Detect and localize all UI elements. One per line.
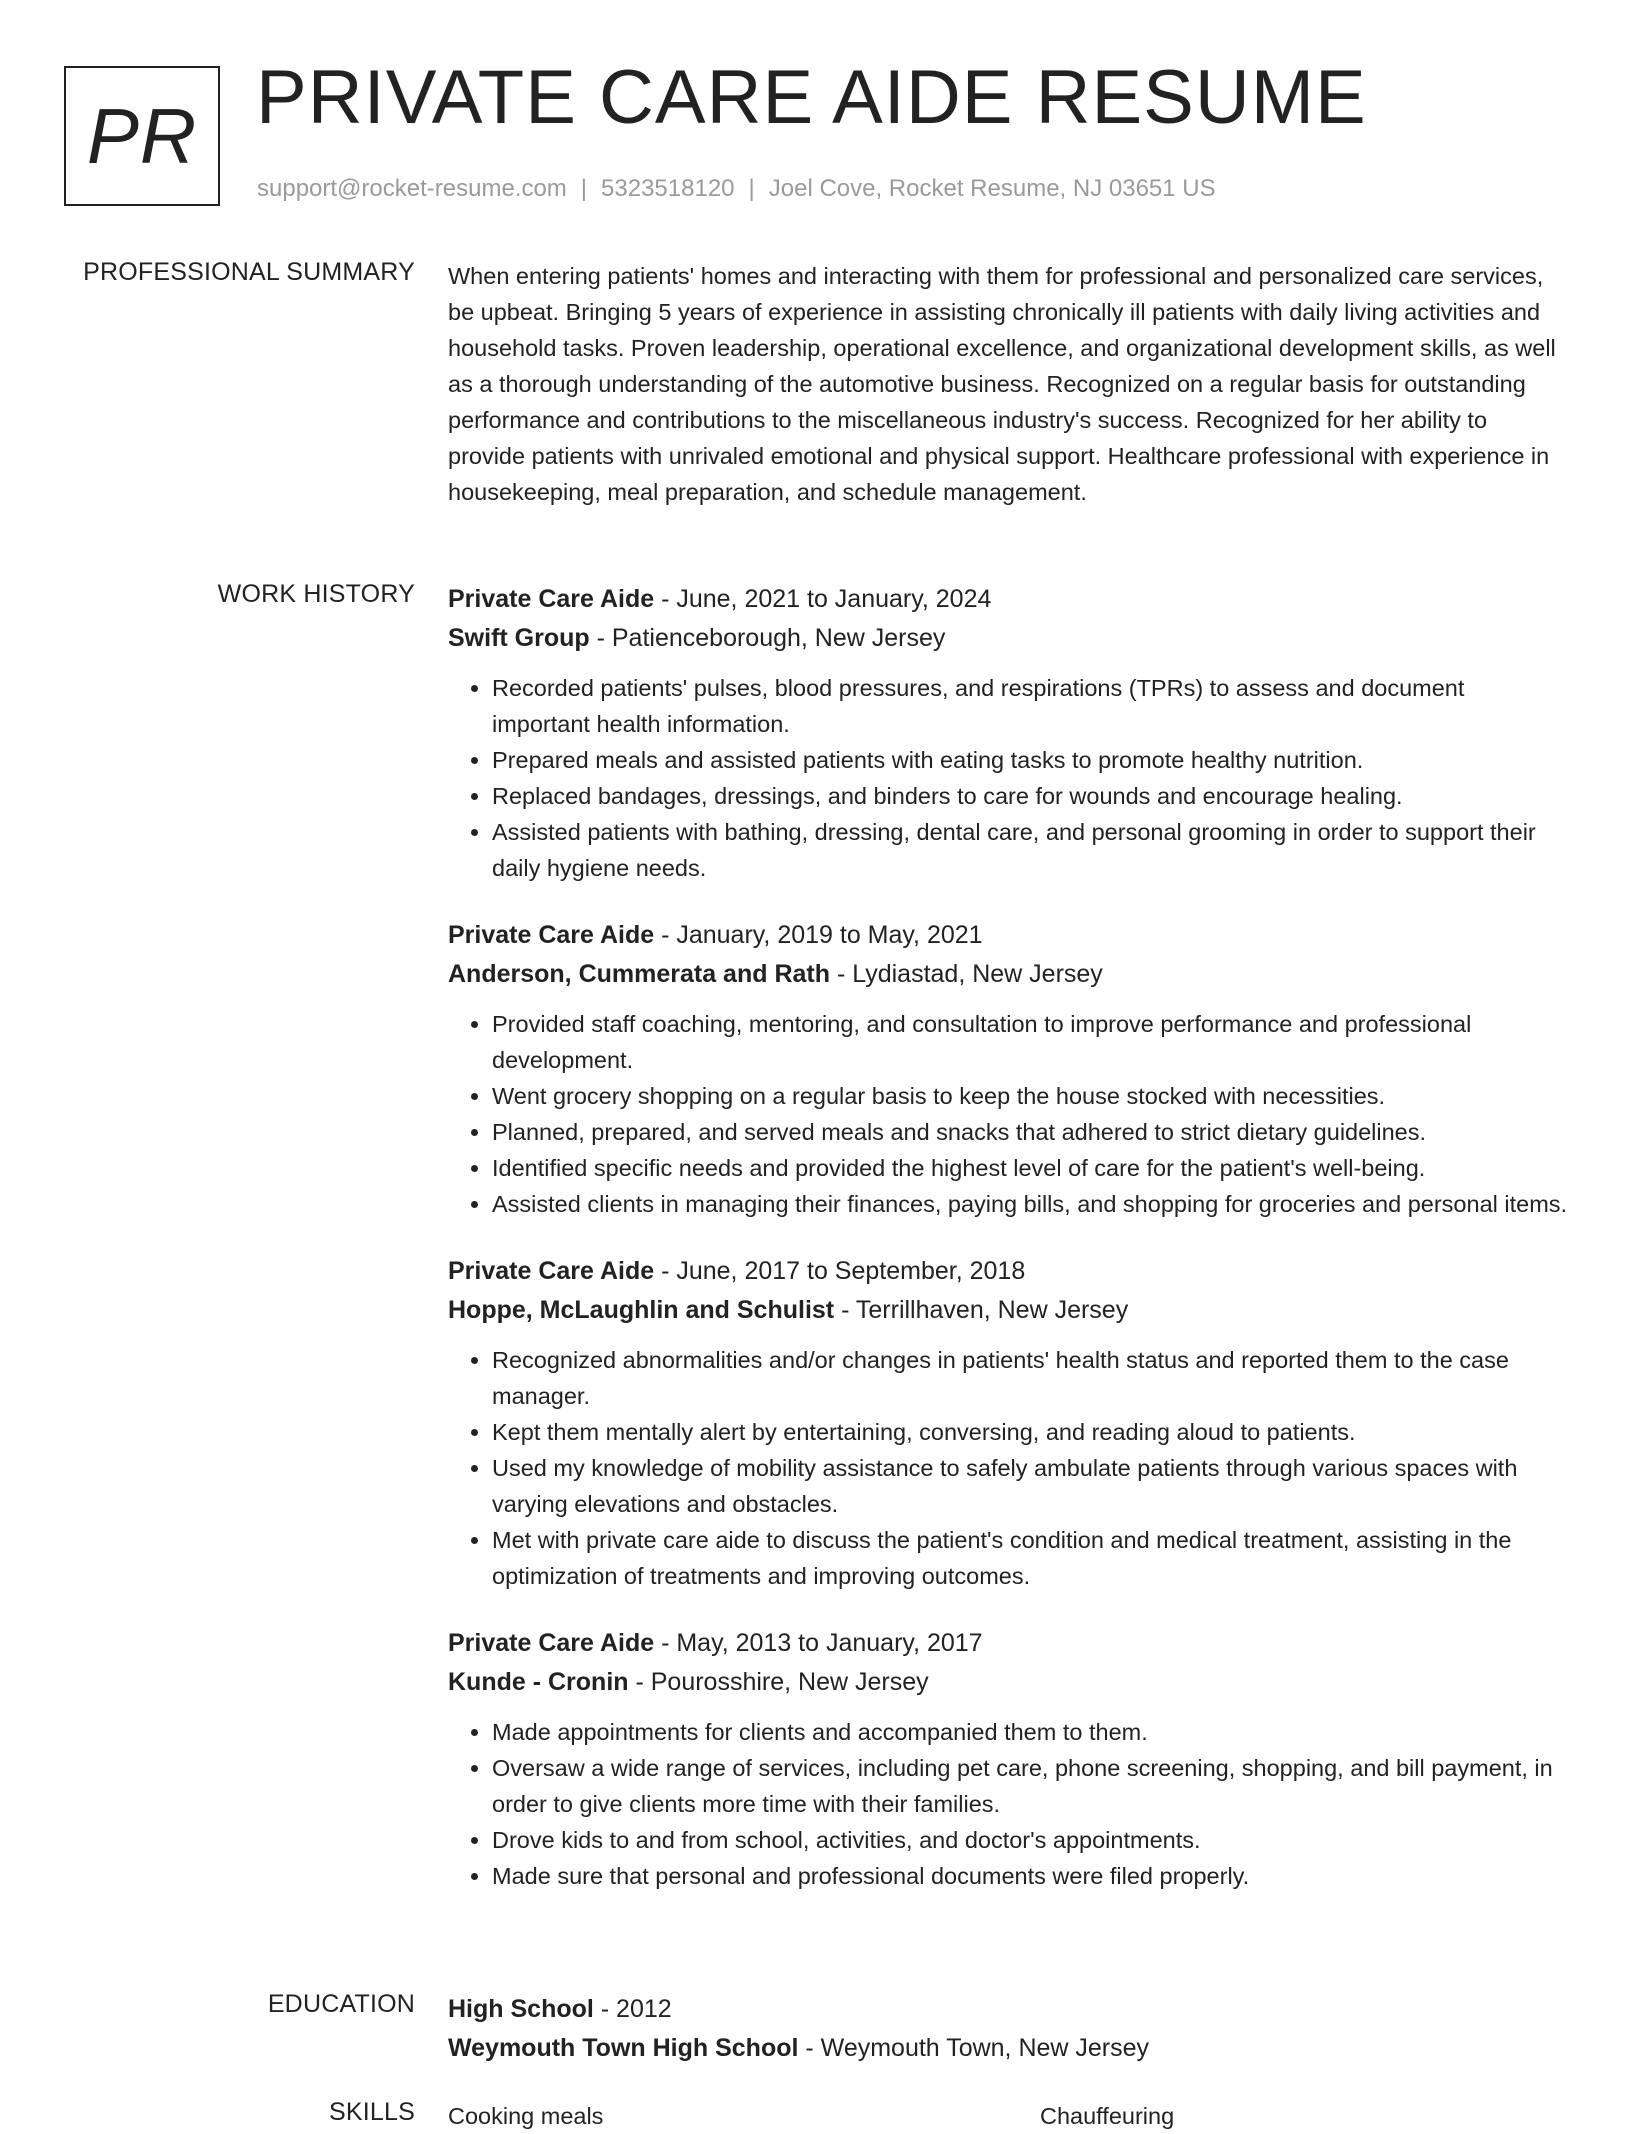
skill-item: Chauffeuring — [1040, 2103, 1175, 2129]
job-company-line — [448, 1291, 1568, 1330]
job-title-line — [448, 580, 1568, 619]
job-title: Private Care Aide — [448, 1257, 655, 1285]
job-location: - Lydiastad, New Jersey — [830, 960, 1103, 988]
job-bullet: • Drove kids to and from school, activities, and doctor's appointments. — [492, 1822, 1568, 1858]
job-location: - Patienceborough, New Jersey — [589, 624, 946, 652]
job-bullet: • Oversaw a wide range of services, including pet care, phone screening, shopping, and bill payment, in order to give clients more time with their families. — [492, 1750, 1568, 1822]
job-company-line — [448, 1663, 1568, 1702]
education-entry — [448, 1990, 1568, 2068]
job-bullets — [448, 670, 1568, 886]
job-title-line — [448, 1252, 1568, 1291]
job-bullet: • Prepared meals and assisted patients with eating tasks to promote healthy nutrition. — [492, 742, 1568, 778]
skill-item: Cooking meals — [448, 2103, 604, 2129]
page-title: PRIVATE CARE AIDE RESUME — [256, 55, 1367, 140]
contact-separator: | — [580, 175, 588, 202]
job-bullet: • Recognized abnormalities and/or changes in patients' health status and reported them to the case manager. — [492, 1342, 1568, 1414]
job-bullet: • Recorded patients' pulses, blood pressures, and respirations (TPRs) to assess and document important health information. — [492, 670, 1568, 742]
contact-email[interactable]: support@rocket-resume.com — [257, 175, 567, 202]
job-bullet: • Went grocery shopping on a regular basis to keep the house stocked with necessities. — [492, 1078, 1568, 1114]
education-year: - 2012 — [593, 1995, 672, 2023]
monogram-logo — [64, 66, 220, 206]
job-title: Private Care Aide — [448, 921, 655, 949]
contact-separator: | — [748, 175, 755, 202]
education-school-line — [448, 2029, 1568, 2068]
education-heading: EDUCATION — [267, 1990, 415, 2018]
job-entry — [448, 916, 1568, 1222]
skills-heading: SKILLS — [329, 2098, 415, 2126]
job-company: Hoppe, McLaughlin and Schulist — [448, 1296, 835, 1324]
job-bullet: • Met with private care aide to discuss the patient's condition and medical treatment, assisting in the optimization of treatments and improving outcomes. — [492, 1522, 1568, 1594]
job-bullet: • Assisted patients with bathing, dressing, dental care, and personal grooming in order to support their daily hygiene needs. — [492, 814, 1568, 886]
work-history-heading: WORK HISTORY — [217, 580, 415, 608]
contact-phone[interactable]: 5323518120 — [601, 175, 735, 202]
job-bullet: • Provided staff coaching, mentoring, and consultation to improve performance and professional development. — [492, 1006, 1568, 1078]
job-bullet: • Used my knowledge of mobility assistance to safely ambulate patients through various spaces with varying elevations and obstacles. — [492, 1450, 1568, 1522]
job-entry — [448, 580, 1568, 886]
job-dates: - June, 2017 to September, 2018 — [654, 1257, 1026, 1285]
job-company: Swift Group — [448, 624, 590, 652]
contact-address: Joel Cove, Rocket Resume, NJ 03651 US — [768, 175, 1216, 202]
job-title: Private Care Aide — [448, 585, 655, 613]
summary-text: When entering patients' homes and interacting with them for professional and personalized care services, be upbeat. Bringing 5 years of experience in assisting chronically ill patients with daily living activities and household tasks. Proven leadership, operational excellence, and organizational development skills, as well as a thorough understanding of the automotive business. Recognized on a regular basis for outstanding performance and contributions to the miscellaneous industry's success. Recognized for her ability to provide patients with unrivaled emotional and physical support. Healthcare professional with experience in housekeeping, meal preparation, and schedule management. — [448, 263, 1556, 505]
contact-line — [257, 175, 1216, 203]
education-school: Weymouth Town High School — [448, 2034, 799, 2062]
job-company-line — [448, 619, 1568, 658]
job-location: - Pourosshire, New Jersey — [628, 1668, 929, 1696]
job-dates: - June, 2021 to January, 2024 — [654, 585, 992, 613]
job-entry — [448, 1252, 1568, 1594]
job-bullet: • Made appointments for clients and accompanied them to them. — [492, 1714, 1568, 1750]
job-bullet: • Assisted clients in managing their finances, paying bills, and shopping for groceries and personal items. — [492, 1186, 1568, 1222]
monogram-text: PR — [86, 91, 198, 180]
job-bullets — [448, 1342, 1568, 1594]
job-title-line — [448, 1624, 1568, 1663]
education-location: - Weymouth Town, New Jersey — [798, 2034, 1150, 2062]
job-bullet: • Planned, prepared, and served meals and snacks that adhered to strict dietary guidelines. — [492, 1114, 1568, 1150]
job-entry — [448, 1624, 1568, 1894]
education-degree: High School — [448, 1995, 594, 2023]
job-title-line — [448, 916, 1568, 955]
job-bullets — [448, 1006, 1568, 1222]
job-dates: - January, 2019 to May, 2021 — [654, 921, 983, 949]
job-dates: - May, 2013 to January, 2017 — [654, 1629, 983, 1657]
job-bullet: • Kept them mentally alert by entertaining, conversing, and reading aloud to patients. — [492, 1414, 1568, 1450]
job-company: Anderson, Cummerata and Rath — [448, 960, 831, 988]
job-bullet: • Made sure that personal and professional documents were filed properly. — [492, 1858, 1568, 1894]
job-bullet: • Replaced bandages, dressings, and binders to care for wounds and encourage healing. — [492, 778, 1568, 814]
job-bullet: • Identified specific needs and provided the highest level of care for the patient's well-being. — [492, 1150, 1568, 1186]
job-company: Kunde - Cronin — [448, 1668, 629, 1696]
job-title: Private Care Aide — [448, 1629, 655, 1657]
summary-heading: PROFESSIONAL SUMMARY — [83, 258, 415, 286]
job-location: - Terrillhaven, New Jersey — [834, 1296, 1129, 1324]
education-degree-line — [448, 1990, 1568, 2029]
work-history-list — [448, 580, 1568, 1924]
job-company-line — [448, 955, 1568, 994]
job-bullets — [448, 1714, 1568, 1894]
